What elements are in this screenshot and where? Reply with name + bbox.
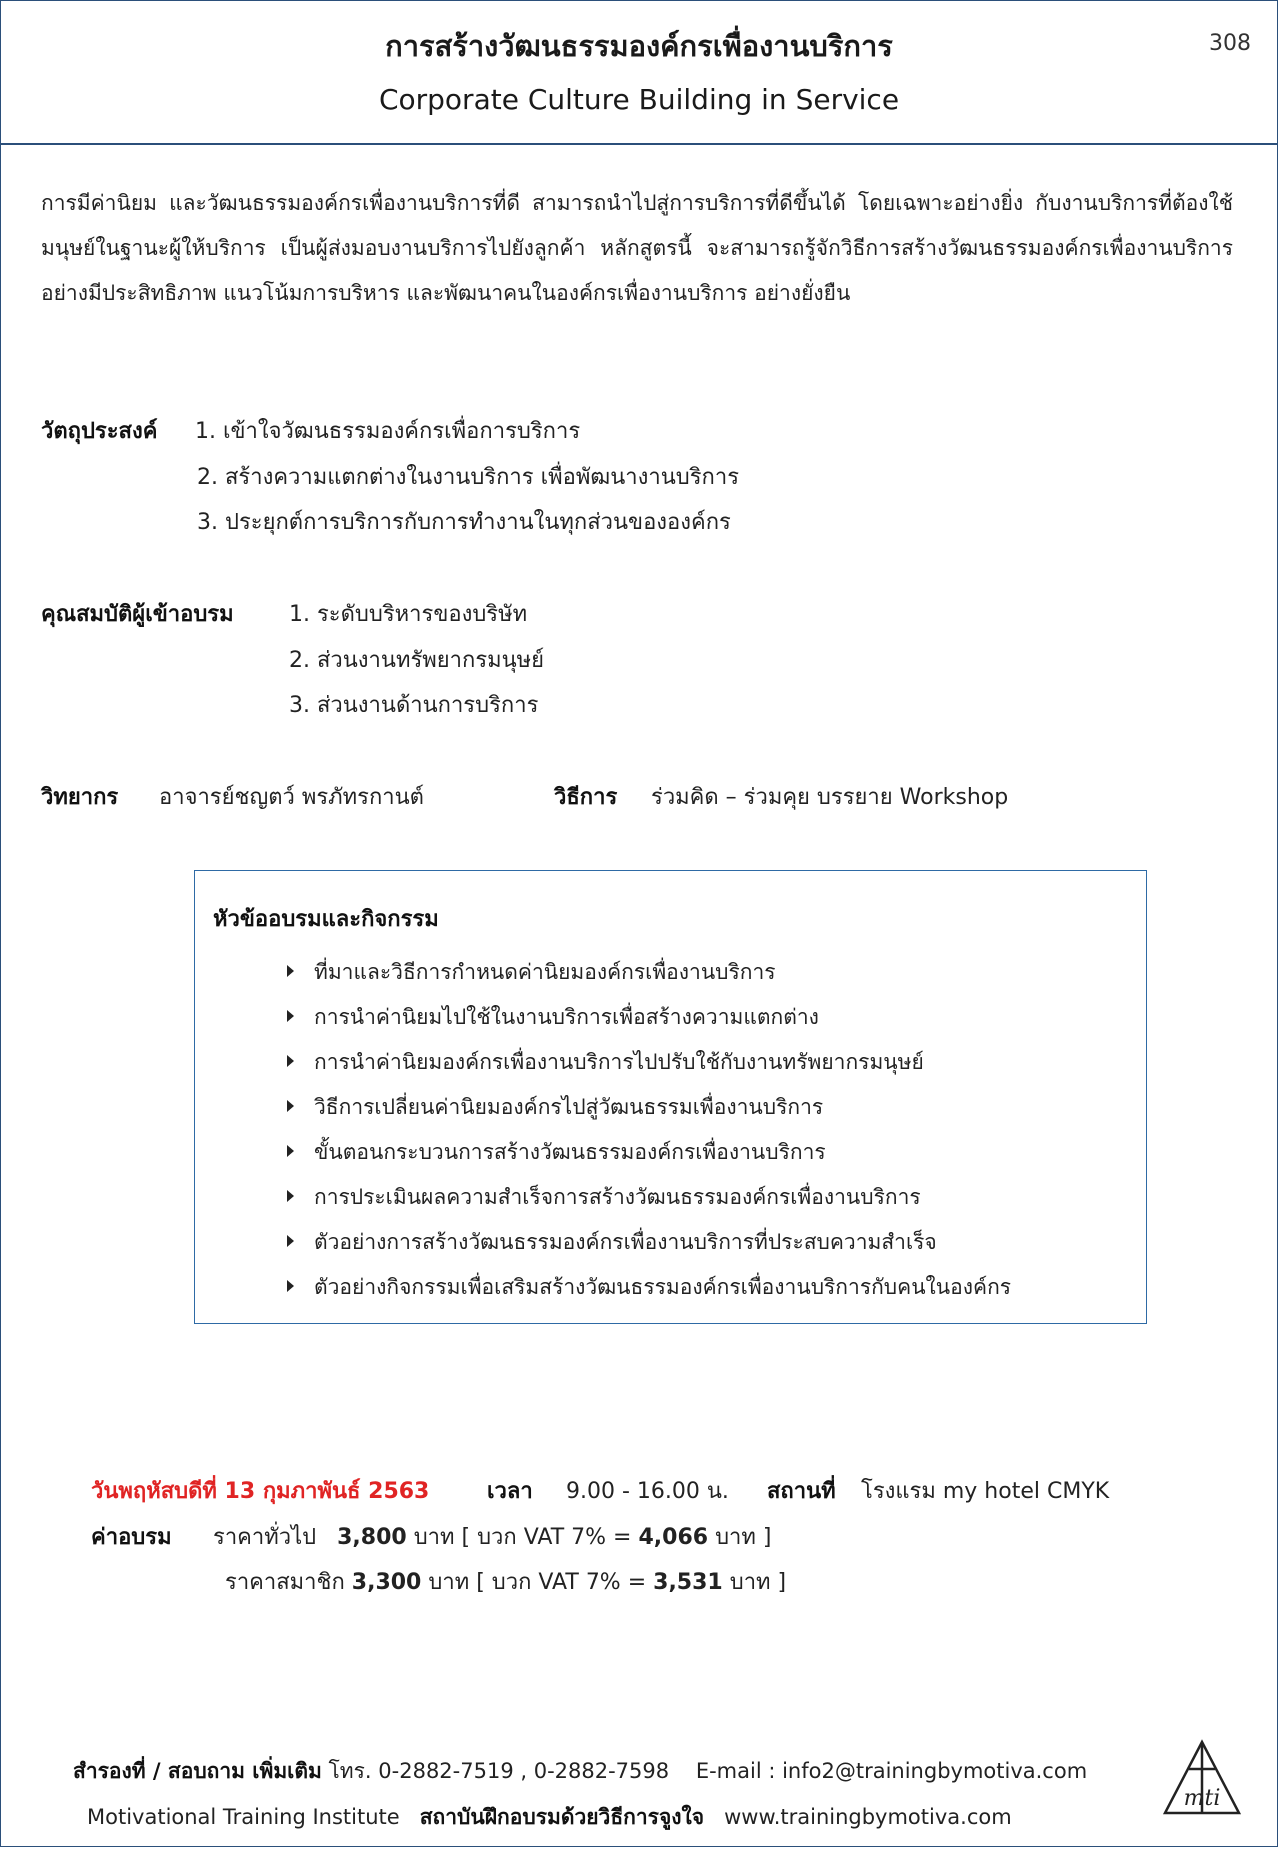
bullet-triangle-icon	[287, 1145, 294, 1157]
topic-item: ตัวอย่างการสร้างวัฒนธรรมองค์กรเพื่องานบริการที่ประสบความสำเร็จ	[287, 1226, 937, 1259]
lecturer-label: วิทยากร	[41, 785, 119, 810]
bullet-triangle-icon	[287, 1100, 294, 1112]
time-value: 9.00 - 16.00 น.	[566, 1479, 729, 1504]
page-number: 308	[1209, 31, 1251, 56]
time-label: เวลา	[487, 1479, 533, 1504]
topic-item: การนำค่านิยมองค์กรเพื่องานบริการไปปรับใช้กับงานทรัพยากรมนุษย์	[287, 1046, 924, 1079]
fee-general: ราคาทั่วไป 3,800 บาท [ บวก VAT 7% = 4,066 บาท ]	[213, 1525, 772, 1550]
course-title-thai: การสร้างวัฒนธรรมองค์กรเพื่องานบริการ	[385, 29, 893, 63]
venue-label: สถานที่	[767, 1479, 836, 1504]
fee-label: ค่าอบรม	[91, 1525, 172, 1550]
bullet-triangle-icon	[287, 1055, 294, 1067]
topic-item: ตัวอย่างกิจกรรมเพื่อเสริมสร้างวัฒนธรรมองค์กรเพื่องานบริการกับคนในองค์กร	[287, 1271, 1011, 1304]
bullet-triangle-icon	[287, 1010, 294, 1022]
method-value: ร่วมคิด – ร่วมคุย บรรยาย Workshop	[651, 785, 1009, 810]
bullet-triangle-icon	[287, 1235, 294, 1247]
topics-box	[194, 870, 1147, 1324]
objectives-label: วัตถุประสงค์	[41, 419, 158, 444]
topic-item: ขั้นตอนกระบวนการสร้างวัฒนธรรมองค์กรเพื่องานบริการ	[287, 1136, 826, 1169]
topic-item: การนำค่านิยมไปใช้ในงานบริการเพื่อสร้างความแตกต่าง	[287, 1001, 819, 1034]
qualification-item: 1. ระดับบริหารของบริษัท	[289, 602, 528, 627]
method-label: วิธีการ	[554, 785, 618, 810]
bullet-triangle-icon	[287, 1190, 294, 1202]
course-description: การมีค่านิยม และวัฒนธรรมองค์กรเพื่องานบริการที่ดี สามารถนำไปสู่การบริการที่ดีขึ้นได้ โดยเฉพาะอย่างยิ่ง กับงานบริการที่ต้องใช้มนุษย์ในฐานะผู้ให้บริการ เป็นผู้ส่งมอบงานบริการไปยังลูกค้า หลักสูตรนี้ จะสามารถรู้จักวิธีการสร้างวัฒนธรรมองค์กรเพื่องานบริการอย่างมีประสิทธิภาพ แนวโน้มการบริหาร และพัฒนาคนในองค์กรเพื่องานบริการ อย่างยั่งยืน	[41, 191, 1233, 305]
bullet-triangle-icon	[287, 965, 294, 977]
qualification-item: 2. ส่วนงานทรัพยากรมนุษย์	[289, 648, 545, 673]
objective-item: 2. สร้างความแตกต่างในงานบริการ เพื่อพัฒนางานบริการ	[197, 465, 740, 490]
lecturer-name: อาจารย์ชญตว์ พรภัทรกานต์	[159, 785, 424, 810]
fee-member: ราคาสมาชิก 3,300 บาท [ บวก VAT 7% = 3,531 บาท ]	[225, 1570, 787, 1595]
qualifications-label: คุณสมบัติผู้เข้าอบรม	[41, 602, 234, 627]
topic-item: วิธีการเปลี่ยนค่านิยมองค์กรไปสู่วัฒนธรรมเพื่องานบริการ	[287, 1091, 823, 1124]
institute-line: Motivational Training Institute สถาบันฝึกอบรมด้วยวิธีการจูงใจ www.trainingbymotiva.com	[87, 1805, 1012, 1829]
page-header	[1, 1, 1277, 145]
objective-item: 1. เข้าใจวัฒนธรรมองค์กรเพื่อการบริการ	[195, 419, 581, 444]
contact-line: สำรองที่ / สอบถาม เพิ่มเติม โทร. 0-2882-7519 , 0-2882-7598 E-mail : info2@trainingbymotiva.com	[73, 1759, 1088, 1783]
mti-logo-icon	[1161, 1739, 1243, 1819]
svg-text:mti: mti	[1183, 1786, 1221, 1811]
topics-heading: หัวข้ออบรมและกิจกรรม	[213, 907, 439, 932]
topic-item: การประเมินผลความสำเร็จการสร้างวัฒนธรรมองค์กรเพื่องานบริการ	[287, 1181, 921, 1214]
bullet-triangle-icon	[287, 1280, 294, 1292]
course-title-english: Corporate Culture Building in Service	[378, 83, 900, 116]
training-date: วันพฤหัสบดีที่ 13 กุมภาพันธ์ 2563	[91, 1479, 430, 1504]
qualification-item: 3. ส่วนงานด้านการบริการ	[289, 693, 539, 718]
website-link[interactable]: www.trainingbymotiva.com	[724, 1805, 1012, 1829]
topic-item: ที่มาและวิธีการกำหนดค่านิยมองค์กรเพื่องานบริการ	[287, 956, 776, 989]
venue-value: โรงแรม my hotel CMYK	[861, 1479, 1110, 1504]
contact-email[interactable]: E-mail : info2@trainingbymotiva.com	[695, 1759, 1088, 1783]
objective-item: 3. ประยุกต์การบริการกับการทำงานในทุกส่วนขององค์กร	[197, 510, 731, 535]
